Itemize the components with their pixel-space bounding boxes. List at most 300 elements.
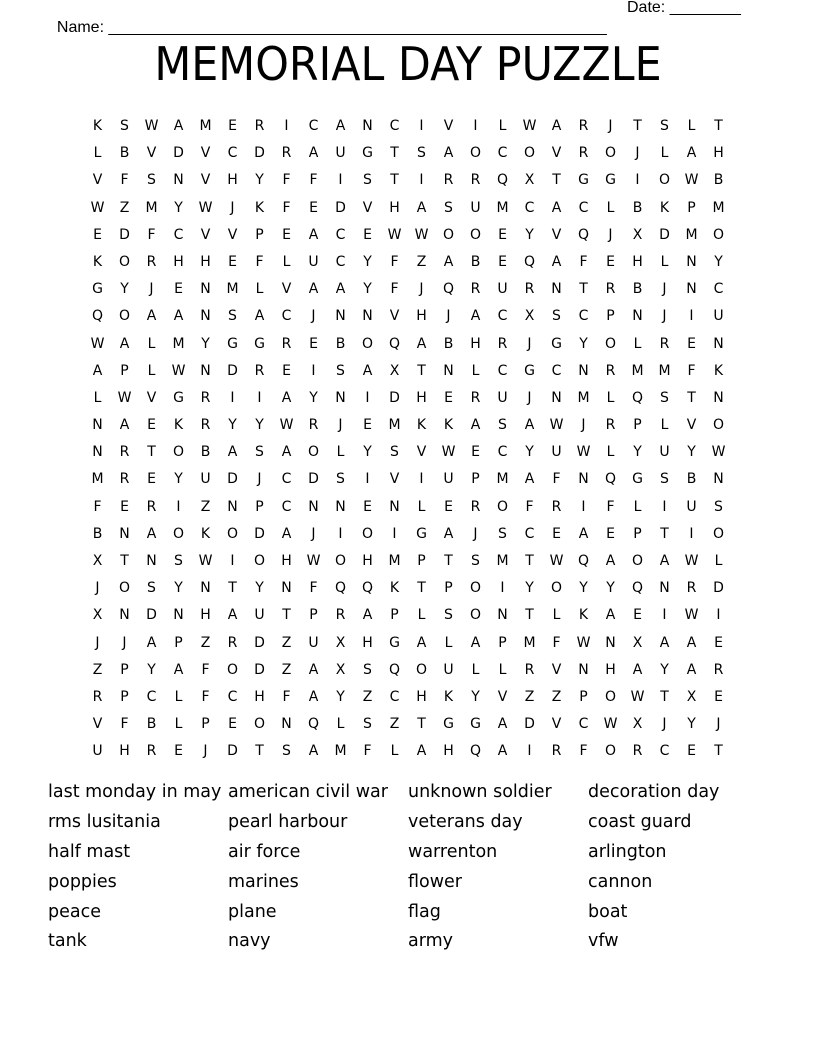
grid-letter: R [470, 172, 481, 189]
grid-letter: E [228, 716, 237, 733]
grid-letter: N [200, 308, 211, 325]
grid-letter: Q [604, 471, 617, 488]
grid-letter: P [120, 688, 129, 705]
grid-letter: E [147, 417, 156, 434]
word-list-item: rms lusitania [48, 811, 161, 832]
grid-letter: R [470, 498, 481, 515]
grid-letter: E [498, 253, 507, 270]
grid-letter: B [335, 335, 346, 352]
grid-letter: R [281, 145, 292, 162]
grid-letter: R [524, 281, 535, 298]
grid-letter: U [497, 281, 508, 298]
grid-letter: I [473, 118, 478, 134]
grid-letter: R [713, 661, 724, 678]
grid-letter: D [524, 716, 535, 733]
grid-letter: E [444, 498, 453, 515]
grid-letter: H [443, 743, 454, 760]
word-list-item: unknown soldier [408, 782, 552, 802]
grid-letter: N [146, 553, 157, 569]
grid-letter: H [416, 688, 427, 705]
grid-letter: L [606, 444, 615, 461]
grid-letter: T [417, 716, 426, 733]
grid-letter: A [281, 525, 292, 542]
grid-letter: S [336, 362, 345, 379]
grid-letter: B [632, 199, 643, 216]
grid-letter: N [605, 634, 616, 651]
grid-letter: U [686, 498, 697, 515]
grid-letter: S [363, 661, 372, 678]
grid-letter: H [470, 335, 481, 352]
grid-letter: Y [525, 226, 534, 243]
grid-letter: N [362, 118, 373, 134]
grid-letter: H [119, 743, 130, 760]
grid-letter: A [227, 607, 238, 624]
grid-letter: E [228, 118, 237, 134]
grid-letter: Y [147, 661, 156, 678]
grid-letter: O [172, 444, 185, 461]
grid-letter: W [90, 199, 105, 216]
grid-letter: E [687, 743, 696, 760]
grid-letter: S [471, 553, 480, 569]
grid-letter: S [282, 743, 291, 760]
grid-letter: L [471, 661, 480, 678]
grid-letter: C [389, 688, 400, 705]
grid-letter: E [606, 525, 615, 542]
grid-letter: P [390, 607, 399, 624]
grid-letter: G [416, 525, 427, 542]
grid-letter: J [338, 417, 343, 434]
word-list-item: plane [228, 901, 277, 922]
grid-letter: Q [91, 308, 104, 325]
grid-letter: S [660, 118, 669, 134]
grid-letter: H [362, 553, 373, 569]
grid-letter: Y [660, 661, 669, 678]
grid-letter: U [308, 634, 319, 651]
grid-letter: T [444, 553, 453, 569]
grid-letter: O [361, 525, 374, 542]
grid-letter: M [496, 471, 509, 488]
grid-letter: P [606, 308, 615, 325]
grid-letter: N [335, 308, 346, 325]
grid-letter: M [631, 362, 644, 379]
grid-letter: Y [363, 253, 372, 270]
grid-letter: T [660, 688, 669, 705]
grid-letter: N [389, 498, 400, 515]
grid-letter: C [497, 362, 508, 379]
name-field-label: Name: ________________________________________________________ [56, 19, 607, 36]
grid-letter: B [146, 716, 157, 733]
grid-letter: T [417, 362, 426, 379]
grid-letter: X [524, 172, 535, 189]
grid-letter: I [419, 118, 424, 134]
grid-letter: G [605, 172, 616, 189]
grid-letter: L [660, 253, 669, 270]
word-list-item: flag [408, 901, 441, 922]
grid-letter: W [279, 417, 294, 434]
grid-letter: P [309, 607, 318, 624]
grid-letter: L [417, 498, 426, 515]
grid-letter: F [120, 172, 129, 189]
grid-letter: W [171, 362, 186, 379]
grid-letter: U [659, 444, 670, 461]
grid-letter: E [363, 498, 372, 515]
grid-letter: H [173, 253, 184, 270]
grid-letter: F [201, 661, 210, 678]
grid-letter: N [443, 362, 454, 379]
grid-letter: I [689, 525, 694, 542]
grid-letter: I [689, 308, 694, 325]
grid-letter: I [635, 172, 640, 189]
grid-letter: S [147, 172, 156, 189]
grid-letter: F [147, 226, 156, 243]
grid-letter: T [552, 172, 561, 189]
word-list-item: tank [48, 931, 87, 952]
grid-letter: K [578, 607, 589, 624]
grid-letter: A [416, 634, 427, 651]
grid-letter: W [684, 553, 699, 569]
grid-letter: X [686, 688, 697, 705]
page-title: MEMORIAL DAY PUZZLE [154, 37, 662, 91]
grid-letter: X [632, 226, 643, 243]
grid-letter: N [713, 471, 724, 488]
grid-letter: F [390, 253, 399, 270]
grid-letter: V [362, 199, 373, 216]
grid-letter: M [523, 634, 536, 651]
grid-letter: V [497, 688, 508, 705]
grid-letter: H [227, 172, 238, 189]
grid-letter: Y [174, 471, 183, 488]
grid-letter: Q [631, 389, 644, 406]
grid-letter: U [497, 389, 508, 406]
grid-letter: D [227, 362, 238, 379]
grid-letter: F [525, 498, 534, 515]
grid-letter: A [659, 634, 670, 651]
grid-letter: A [146, 634, 157, 651]
grid-letter: R [308, 417, 319, 434]
grid-letter: Q [442, 281, 455, 298]
grid-letter: A [173, 661, 184, 678]
grid-letter: I [419, 172, 424, 189]
grid-letter: Q [334, 580, 347, 597]
grid-letter: A [686, 661, 697, 678]
grid-letter: D [389, 389, 400, 406]
grid-letter: O [469, 607, 482, 624]
grid-letter: F [363, 743, 372, 760]
grid-letter: G [632, 471, 643, 488]
grid-letter: F [552, 634, 561, 651]
grid-letter: Q [577, 226, 590, 243]
grid-letter: A [119, 335, 130, 352]
grid-letter: U [254, 607, 265, 624]
grid-letter: G [551, 335, 562, 352]
grid-letter: E [93, 226, 102, 243]
grid-letter: L [93, 145, 102, 162]
grid-letter: Y [471, 688, 480, 705]
grid-letter: R [200, 417, 211, 434]
grid-letter: R [524, 661, 535, 678]
grid-letter: S [444, 607, 453, 624]
grid-letter: O [658, 172, 671, 189]
grid-letter: W [198, 199, 213, 216]
grid-letter: A [173, 308, 184, 325]
grid-letter: Y [120, 281, 129, 298]
grid-letter: F [282, 688, 291, 705]
grid-letter: I [230, 553, 235, 569]
grid-letter: N [497, 607, 508, 624]
grid-letter: P [687, 199, 696, 216]
grid-letter: H [416, 389, 427, 406]
grid-letter: W [90, 335, 105, 352]
grid-letter: I [500, 580, 505, 597]
grid-letter: J [608, 226, 613, 243]
grid-letter: J [203, 743, 208, 760]
grid-letter: X [632, 634, 643, 651]
grid-letter: N [713, 389, 724, 406]
grid-letter: W [441, 444, 456, 461]
grid-letter: A [254, 308, 265, 325]
grid-letter: I [365, 389, 370, 406]
grid-letter: L [336, 444, 345, 461]
grid-letter: K [92, 118, 103, 134]
grid-letter: V [389, 308, 400, 325]
grid-letter: F [309, 580, 318, 597]
word-list-item: warrenton [408, 841, 498, 862]
grid-letter: O [226, 525, 239, 542]
grid-letter: T [660, 525, 669, 542]
grid-letter: U [713, 308, 724, 325]
grid-letter: W [306, 553, 321, 569]
grid-letter: L [444, 634, 453, 651]
grid-letter: D [173, 145, 184, 162]
grid-letter: V [389, 471, 400, 488]
grid-letter: Q [469, 743, 482, 760]
grid-letter: B [119, 145, 130, 162]
grid-letter: H [389, 199, 400, 216]
grid-letter: J [95, 580, 100, 597]
grid-letter: W [576, 444, 591, 461]
grid-letter: Z [281, 661, 292, 678]
grid-letter: L [174, 716, 183, 733]
grid-letter: W [684, 172, 699, 189]
grid-letter: W [603, 716, 618, 733]
grid-letter: Y [363, 444, 372, 461]
grid-letter: Y [363, 281, 372, 298]
grid-letter: A [470, 417, 481, 434]
grid-letter: M [712, 199, 725, 216]
grid-letter: K [443, 688, 454, 705]
grid-letter: F [201, 688, 210, 705]
grid-letter: R [281, 335, 292, 352]
grid-letter: S [363, 716, 372, 733]
grid-letter: D [254, 634, 265, 651]
grid-letter: E [498, 226, 507, 243]
grid-letter: W [387, 226, 402, 243]
grid-letter: E [687, 335, 696, 352]
grid-letter: T [633, 118, 642, 134]
grid-letter: Z [416, 253, 427, 270]
grid-letter: C [497, 308, 508, 325]
grid-letter: J [95, 634, 100, 651]
grid-letter: M [334, 743, 347, 760]
grid-letter: I [716, 607, 721, 624]
grid-letter: L [282, 253, 291, 270]
grid-letter: Y [255, 580, 264, 597]
grid-letter: B [686, 471, 697, 488]
grid-letter: K [443, 417, 454, 434]
grid-letter: O [469, 226, 482, 243]
grid-letter: X [335, 634, 346, 651]
grid-letter: Z [119, 199, 130, 216]
grid-letter: Q [577, 553, 590, 569]
grid-letter: F [309, 172, 318, 189]
grid-letter: C [335, 253, 346, 270]
word-list-item: cannon [588, 871, 653, 892]
grid-letter: Y [606, 580, 615, 597]
grid-letter: P [255, 498, 264, 515]
grid-letter: L [552, 607, 561, 624]
grid-letter: R [551, 498, 562, 515]
grid-letter: L [93, 389, 102, 406]
grid-letter: B [713, 172, 724, 189]
grid-letter: Z [389, 716, 400, 733]
grid-letter: K [200, 525, 211, 542]
grid-letter: I [176, 498, 181, 515]
grid-letter: X [335, 661, 346, 678]
grid-letter: J [635, 145, 640, 162]
grid-letter: A [578, 525, 589, 542]
grid-letter: L [336, 716, 345, 733]
grid-letter: A [416, 335, 427, 352]
grid-letter: G [524, 362, 535, 379]
grid-letter: A [686, 634, 697, 651]
grid-letter: R [119, 471, 130, 488]
grid-letter: V [92, 716, 103, 733]
grid-letter: N [578, 661, 589, 678]
grid-letter: J [527, 389, 532, 406]
grid-letter: K [659, 199, 670, 216]
grid-letter: C [578, 308, 589, 325]
grid-letter: X [632, 716, 643, 733]
grid-letter: O [523, 145, 536, 162]
grid-letter: G [389, 634, 400, 651]
grid-letter: K [389, 580, 400, 597]
grid-letter: O [118, 253, 131, 270]
grid-letter: P [471, 471, 480, 488]
word-list-item: army [408, 931, 454, 952]
grid-letter: H [200, 253, 211, 270]
grid-letter: R [605, 281, 616, 298]
grid-letter: D [119, 226, 130, 243]
grid-letter: A [443, 145, 454, 162]
grid-letter: I [527, 743, 532, 760]
grid-letter: F [255, 253, 264, 270]
grid-letter: U [92, 743, 103, 760]
grid-letter: E [309, 199, 318, 216]
grid-letter: L [660, 145, 669, 162]
grid-letter: T [714, 743, 723, 760]
grid-letter: W [576, 634, 591, 651]
grid-letter: O [631, 553, 644, 569]
grid-letter: G [92, 281, 103, 298]
grid-letter: T [147, 444, 156, 461]
grid-letter: C [227, 688, 238, 705]
grid-letter: A [470, 308, 481, 325]
word-list-item: american civil war [228, 782, 388, 802]
grid-letter: Y [579, 335, 588, 352]
grid-letter: I [257, 389, 262, 406]
grid-letter: F [687, 362, 696, 379]
grid-letter: F [579, 253, 588, 270]
grid-letter: V [146, 145, 157, 162]
grid-letter: N [335, 498, 346, 515]
grid-letter: S [660, 389, 669, 406]
grid-letter: O [604, 145, 617, 162]
grid-letter: K [254, 199, 265, 216]
grid-letter: U [470, 199, 481, 216]
grid-letter: D [659, 226, 670, 243]
grid-letter: T [282, 607, 291, 624]
grid-letter: N [173, 607, 184, 624]
grid-letter: Z [551, 688, 562, 705]
grid-letter: N [281, 716, 292, 733]
grid-letter: S [363, 172, 372, 189]
grid-letter: S [228, 308, 237, 325]
grid-letter: R [578, 145, 589, 162]
grid-letter: Z [200, 498, 211, 515]
grid-letter: A [362, 607, 373, 624]
grid-letter: P [444, 580, 453, 597]
date-field-label: Date: ________ [627, 0, 741, 16]
word-list-item: last monday in may [48, 782, 222, 802]
grid-letter: B [200, 444, 211, 461]
grid-letter: J [662, 716, 667, 733]
grid-letter: F [579, 743, 588, 760]
grid-letter: Y [525, 444, 534, 461]
grid-letter: N [362, 308, 373, 325]
grid-letter: C [524, 525, 535, 542]
grid-letter: E [714, 688, 723, 705]
grid-letter: E [444, 389, 453, 406]
word-list [48, 778, 768, 957]
grid-letter: O [361, 335, 374, 352]
grid-letter: M [172, 335, 185, 352]
grid-letter: Y [201, 335, 210, 352]
grid-letter: G [254, 335, 265, 352]
grid-letter: Z [281, 634, 292, 651]
grid-letter: M [388, 417, 401, 434]
grid-letter: N [200, 580, 211, 597]
grid-letter: T [390, 145, 399, 162]
grid-letter: D [713, 580, 724, 597]
grid-letter: I [311, 362, 316, 379]
grid-letter: O [712, 417, 725, 434]
grid-letter: M [91, 471, 104, 488]
grid-letter: U [443, 471, 454, 488]
grid-letter: M [658, 362, 671, 379]
grid-letter: A [551, 199, 562, 216]
grid-letter: F [282, 172, 291, 189]
grid-letter: A [524, 471, 535, 488]
grid-letter: I [284, 118, 289, 134]
grid-letter: C [281, 308, 292, 325]
grid-letter: O [118, 580, 131, 597]
grid-letter: F [390, 281, 399, 298]
grid-letter: P [498, 634, 507, 651]
grid-letter: E [606, 253, 615, 270]
grid-letter: S [120, 118, 129, 134]
grid-letter: L [417, 607, 426, 624]
grid-letter: I [419, 471, 424, 488]
